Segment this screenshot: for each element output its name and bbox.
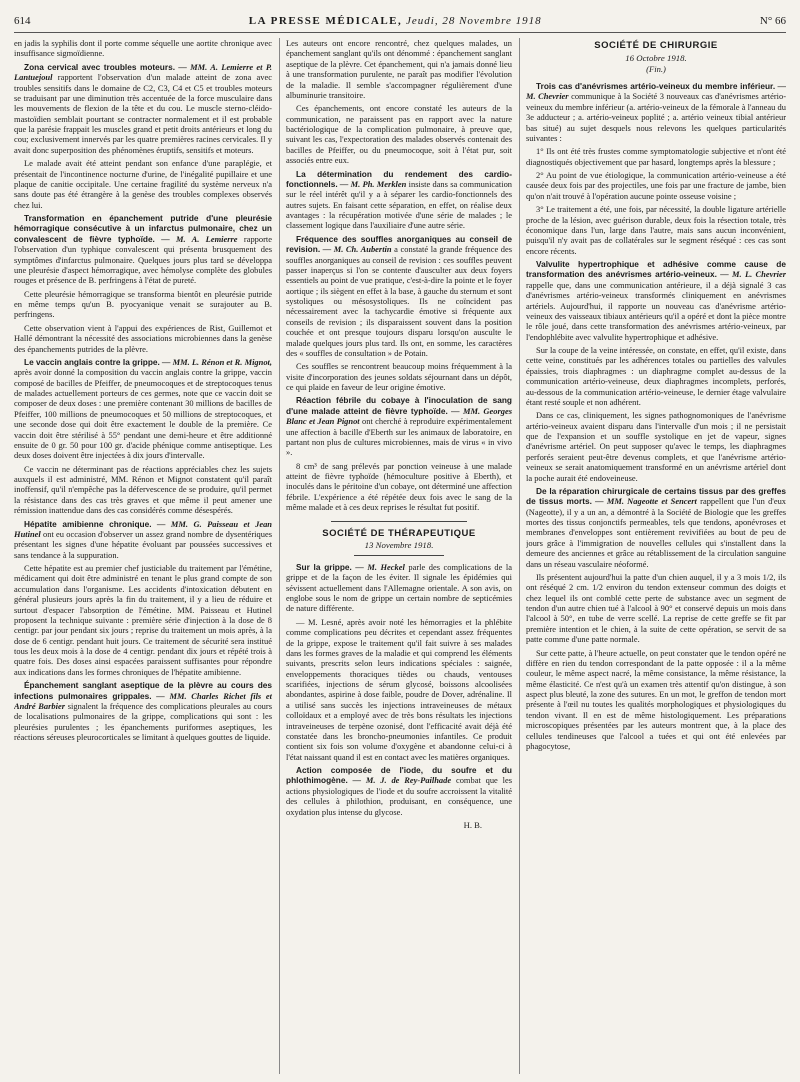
paragraph: Ils présentent aujourd'hui la patte d'un chien auquel, il y a 3 mois 1/2, ils ont réséqué 2 cm. 1/2 environ du tendon extenseur commun des doigts et chez lequel ils ont comblé cette perte de substance avec un segment de tendon d'un autre chien tué à l'alcool à 90° et conservé depuis un mois dans l'alcool à 50°, en tube de verre scellé. La reprise de cette greffe se fit par première intention et le chien, à la suite de cette opération, se servit de sa patte comme d'une patte normale. [526, 571, 786, 645]
article-authors: — M. L. Chevrier [720, 269, 786, 280]
section-date: 16 Octobre 1918. [625, 52, 687, 63]
article-hepatite [14, 519, 272, 561]
section-title: SOCIÉTÉ DE CHIRURGIE [594, 40, 718, 51]
article-title: La détermination du rendement des cardio-fonctionnels. [286, 168, 512, 189]
paragraph: Ces souffles se rencontrent beaucoup moins fréquemment à la visite d'incorporation des jeunes soldats séjournant dans un dépôt, ce qui plaide en faveur de leur origine émotive. [286, 361, 512, 392]
article-authors: — MM. L. Rénon et R. Mignot, [162, 356, 272, 367]
signature: H. B. [463, 819, 482, 830]
article-vaccin [14, 357, 272, 461]
article-text: a constaté la grande fréquence des souffles anorganiques au conseil de revision : ces souffles peuvent passer inaperçus si l'on se contente d'ausculter aux deux foyers essentiels au point de vue pratique, c'est-à-dire la pointe et le foyer aortique ; ils siègent en effet à la base, à gauche du sternum et sont systoliques ou mésosystoliques. Ils ne coïncident pas nécessairement avec la tachycardie émotive si fréquente aux conseils de revision ; ils disparaissent souvent dans la position couchée et ont presque toujours disparu lorsqu'on ausculte le malade quelques jours plus tard. Ils ont, en somme, les caractères des « souffles de consultation » de Potain. [286, 244, 512, 358]
article-title: Hépatite amibienne chronique. [24, 518, 152, 529]
article-title: Zona cervical avec troubles moteurs. [24, 61, 175, 72]
paragraph: 2° Au point de vue étiologique, la communication artério-veineuse a été causée deux fois par des projectiles, une fois par une fracture de jambe, bien qu'on n'ait trouvé à l'opération aucune pointe osseuse voisine ; [526, 170, 786, 201]
paragraph: 3° Le traitement a été, une fois, par nécessité, la double ligature artérielle proche de la lésion, avec guérison durable, deux fois la résection totale, très économique dans l'un, large dans l'autre, mais sans aucun inconvénient, puisqu'il n'y avait pas de collatérales sur le segment réséqué : ces cas sont encore récents. [526, 204, 786, 256]
article-authors: — M. Ph. Merklen [339, 178, 407, 189]
article-valvulite [526, 259, 786, 342]
article-authors: — M. Ch. Aubertin [322, 244, 392, 255]
article-authors: — M. A. Lemierre [161, 233, 238, 244]
article-text: rapportent l'observation d'un malade atteint de zona avec troubles sensitifs dans le domaine de C2, C3, C4 et C5 et troubles moteurs se traduisant par une diminution très accentuée de la force musculaire dans les mouvements de flexion de la tête et du cou. Le muscle sterno-cléido-mastoïdien semblait pourtant se contracter normalement et il est probable que la parésie frappait les muscles grand et petit droits antérieurs et long du cou; exclusivement innervés par les quatre premières racines cervicales. Il y avait donc superposition des phénomènes éruptifs, sensitifs et moteurs. [14, 72, 272, 155]
article-text: combat que les actions physiologiques de l'iode et du soufre accroissent la vitalité des cellules à philothion, produisant, en conséquence, une oxydation plus intense du glycose. [286, 775, 512, 817]
paragraph: Cette pleurésie hémorragique se transforma bientôt en pleurésie putride en même temps qu'un B. pyocyanique venait se surajouter au B. perfringens. [14, 288, 272, 320]
article-authors: — MM. Georges Blanc et Jean Pignot [286, 405, 512, 427]
article-zona [14, 62, 272, 155]
article-text: ont cherché à reproduire expérimentalement une affection à bacille d'Eberth sur les animaux de laboratoire, en partant non plus de cultures microbiennes, mais de virus « in vivo ». [286, 416, 512, 458]
article-souffles [286, 234, 512, 359]
article-authors: — M. Heckel [355, 561, 405, 572]
article-authors: — MM. Nageotte et Sencert [595, 496, 697, 507]
paragraph: 8 cm³ de sang prélevés par ponction veineuse à une malade atteint de fièvre typhoïde (hémoculture positive à Eberth), et inoculés dans le péritoine d'un cobaye, ont déterminé une affection fébrile. L'expérience a été répétée deux fois avec le sang de la même malade et à ces deux reprises le résultat fut positif. [286, 460, 512, 513]
article-title: Valvulite hypertrophique et adhésive comme cause de transformation des anévrismes artério-veineux. [526, 259, 786, 280]
article-cobaye [286, 395, 512, 457]
paragraph: — M. Lesné, après avoir noté les hémorragies et la phlébite comme complications peu décrites et cependant assez fréquentes de la grippe, expose le traitement qu'il fait suivre à ses malades dans les formes graves de la maladie et qui comprend les éléments suivants, prescrits selon leurs indications spéciales : saignée, enveloppements thoraciques tièdes ou chauds, ventouses scarifiées, injections de sérum glycosé, boissons alcoolisées abondantes, aspirine à dose faible, poudre de Dover, adrénaline. Il a utilisé sans succès les injections intraveineuses de métaux colloïdaux et a employé avec de très bons résultats les injections intraveineuses de terpène ozonisé, dont l'efficacité avait déjà été constatée dans les broncho-pneumonies infantiles. Ce produit contient six fois son volume d'oxygène et abandonne celui-ci à l'état naissant quand il est en contact avec les matières organiques. [286, 616, 512, 762]
column-divider [519, 38, 520, 1074]
article-iode [286, 765, 512, 817]
paragraph: Les auteurs ont encore rencontré, chez quelques malades, un épanchement sanglant qu'ils ont dénommé : épanchement sanglant aseptique de la plèvre. Cet épanchement, qui n'a jamais donné lieu à une transformation purulente, ne paraît pas modifier l'évolution de la maladie. Il semble s'accompagner régulièrement d'une albuminurie transitoire. [286, 38, 512, 100]
section-title: SOCIÉTÉ DE THÉRAPEUTIQUE [322, 527, 476, 539]
issue-date: Jeudi, 28 Novembre 1918 [406, 15, 542, 27]
article-text: après avoir donné la composition du vaccin anglais contre la grippe, vaccin composé de bacilles de Pfeiffer, de pneumocoques et de streptocoques tenus de malades actuellement porteurs de ces germes, note que ce vaccin doit se composer de deux doses : une première contenant 30 millions de bacilles de Pfeiffer, 100 millions de pneumocoques et 50 millions de streptocoques, et une seconde dose qui doit être exactement le double de la première. Ce vaccin doit être stérilisé à 55° pendant une demi-heure et être additionné ensuite de 0 gr. 50 pour 100 gr. d'acide phénique comme antiseptique. Les deux doses doivent être injectées à dix jours d'intervalle. [14, 367, 272, 461]
article-authors: — MM. A. Lemierre et P. Lantuejoul [14, 61, 272, 83]
article-authors: — MM. G. Paisseau et Jean Hutinel [14, 518, 272, 539]
article-title: Le vaccin anglais contre la grippe. [24, 356, 160, 367]
section-subtitle: (Fin.) [646, 64, 666, 75]
article-text: rappelle que, dans une communication antérieure, il a déjà signalé 3 cas d'anévrismes artério-veineux transformés cliniquement en anévrismes artériels. Aujourd'hui, il rapporte un nouveau cas d'anévrisme artério-veineux des vaisseaux tibiaux antérieurs qu'il a opéré et dont la pièce montre le rôle joué, dans cette transformation des anévrismes artério-veineux, par l'endophlébite avec valvulite hypertrophique et adhésive. [526, 279, 786, 342]
article-authors: — M. Chevrier [526, 81, 786, 102]
article-authors: — M. J. de Rey-Pailhade [352, 775, 452, 786]
column-right [526, 38, 786, 1074]
article-title: Réaction fébrile du cobaye à l'inoculation de sang d'une malade atteint de fièvre typhoïde. [286, 395, 512, 416]
article-text: insiste dans sa communication sur le réel intérêt qu'il y a à séparer les cardio-fonctionnels des autres sujets. En faisant cette séparation, en effet, on réalise deux avantages : la récupération motivée d'une série de malades ; le classement logique dans l'auxiliaire d'une autre série. [286, 178, 512, 231]
column-left [14, 38, 272, 1074]
paragraph: Sur cette patte, à l'heure actuelle, on peut constater que le tendon opéré ne diffère en rien du tendon correspondant de la patte opposée : il a la même couleur, le même aspect nacré, la même consistance, la même résistance, la même élasticité. Ce n'est qu'à un examen très attentif qu'on distingue, à son aspect plus bleuté, la zone des sutures. En un mot, le greffon de tendon mort présente à l'œil nu toutes les qualités morphologiques et physiologiques du tendon vivant. Il en est de même histologiquement. Les préparations microscopiques présentées par les auteurs montrent que, à la place des cellules tendineuses que l'alcool a tuées et qui ont été enlevées par phagocytose, [526, 647, 786, 751]
article-anevrismes [526, 81, 786, 143]
journal-title [249, 15, 542, 27]
page-number: 614 [14, 15, 31, 27]
section-date: 13 Novembre 1918. [364, 540, 434, 551]
paragraph: 1° Ils ont été très frustes comme symptomatologie subjective et n'ont été diagnostiqués objectivement que par hasard, longtemps après la blessure ; [526, 146, 786, 167]
article-title: Épanchement sanglant aseptique de la plèvre au cours des infections pulmonaires grippales. [14, 680, 272, 701]
paragraph: Ce vaccin ne déterminant pas de réactions appréciables chez les sujets auxquels il est administré, MM. Rénon et Mignot constatent qu'il paraît inoffensif, qu'il n'empêche pas la défervescence de se produire, qu'il permet la résistance dans des cas très graves et que même il peut amener une rémission inattendue dans des cas considérés comme désespérés. [14, 463, 272, 516]
section-divider [331, 521, 467, 522]
article-greffes [526, 486, 786, 569]
paragraph: Sur la coupe de la veine intéressée, on constate, en effet, qu'il existe, dans cette veine, constitués par les adhérences totales ou partielles des valvules épaissies, trois diaphragmes : un diaphragme complet au-dessus de la communication artério-veineuse, deux diaphragmes incomplets, perforés, au-dessous de la communication artério-veineuse, le dernier étage valvulaire étant resté souple et non adhérent. [526, 345, 786, 407]
paragraph: Le malade avait été atteint pendant son enfance d'une paraplégie, et présentait de l'incontinence nocturne d'urine, de l'inégalité pupillaire et une plaque de canitie occipitale. Une certaine fragilité du système nerveux n'a sans doute pas été étrangère à la genèse des troubles complexes observés chez lui. [14, 158, 272, 210]
paragraph: Ces épanchements, ont encore constaté les auteurs de la communication, ne paraissent pas en rapport avec la nature bactériologique de la complication pulmonaire, à preuve que, suivant les cas, l'expectoration des malades observés contenait des bacilles de Pfeiffer, ou du pneumocoque, soit à l'état pur, soit associés entre eux. [286, 103, 512, 166]
article-title: Sur la grippe. [296, 561, 352, 572]
paragraph: Cette hépatite est au premier chef justiciable du traitement par l'émétine, médicament qui doit être administré en tenant le plus grand compte de son accumulation dans l'organisme. Les accidents d'intoxication débutent en général plusieurs jours après la fin du traitement, il y a lieu de réduire et surtout d'espacer l'absorption de l'émétine. MM. Paisseau et Hutinel proposent la technique suivante : première série d'injection à la dose de 8 centigr. par jour pendant six jours ; reprise du traitement un mois après, à la dose de 6 centigr. pendant huit jours. Ce traitement de sécurité sera institué tous les deux mois à la dose de 4 centigr. pendant dix jours et répété trois à quatre fois. Des doses ainsi espacées paraissent suffisantes pour répondre aux indications dans les formes chroniques de l'hépatite amibienne. [14, 563, 272, 677]
section-divider [354, 555, 444, 556]
article-cardio [286, 169, 512, 231]
article-authors: — MM. Charles Richet fils et André Barbier [14, 690, 272, 711]
article-title: Action composée de l'iode, du soufre et du phlothimogène. [286, 765, 512, 786]
article-title: Transformation en épanchement putride d'une pleurésie hémorragique consécutive à un infarctus pulmonaire, chez un convalescent de fièvre typhoïde. [14, 213, 272, 244]
article-text: ont eu occasion d'observer un assez grand nombre de dysentériques présentant les signes d'une hépatite évoluant par poussées successives et sans tendance à la suppuration. [14, 528, 272, 560]
paragraph: en jadis la syphilis dont il porte comme séquelle une aortite chronique avec insuffisance sigmoïdienne. [14, 38, 272, 59]
article-pleuresie [14, 213, 272, 286]
article-text: rapporte l'observation d'un typhique convalescent qui présenta brusquement des symptômes d'infarctus pulmonaire. Quelques jours plus tard se développa une pleurésie d'aspect hémorragique, avec hémolyse complète des globules rouges et présence de B. perfringens à l'état de pureté. [14, 233, 272, 286]
page-header [14, 10, 786, 33]
article-epanchement [14, 680, 272, 742]
article-title: Trois cas d'anévrismes artério-veineux du membre inférieur. [536, 81, 776, 91]
issue-number: N° 66 [759, 15, 786, 27]
article-title: De la réparation chirurgicale de certains tissus par des greffes de tissus morts. [526, 485, 786, 507]
column-middle [286, 38, 512, 1074]
journal-name: LA PRESSE MÉDICALE, [248, 15, 403, 27]
paragraph: Cette observation vient à l'appui des expériences de Rist, Guillemot et Hallé démontrant la nécessité des associations microbiennes dans la genèse des épanchements putrides de la plèvre. [14, 322, 272, 354]
article-grippe [286, 562, 512, 614]
article-text: communique à la Société 3 nouveaux cas d'anévrismes artério-veineux du membre inférieur (a. artério-veineux de la fémorale à l'anneau du 3e adducteur ; a. artério-veineux poplité ; a. artério veineux tibial antérieur bas situé) au sujet desquels nous relevons les quelques particularités suivantes : [526, 91, 786, 143]
column-divider [279, 38, 280, 1074]
article-title: Fréquence des souffles anorganiques au conseil de revision. [286, 233, 512, 255]
article-text: rappellent que l'un d'eux (Nageotte), il y a un an, a démontré à la Société de Biologie que les greffes mortes des tissus conjonctifs permeables, tels que tendons, aponévroses et membranes d'enveloppes sont entièrement revivifiées au bout de peu de jours grâce à l'immigration de nouvelles cellules qui s'installent dans la demeure des anciennes et grâce au rétablissement de la circulation sanguine dans un réseau vasculaire néoformé. [526, 496, 786, 569]
paragraph: Dans ce cas, cliniquement, les signes pathognomoniques de l'anévrisme artério-veineux avaient disparu dans l'intervalle d'un mois ; il ne persistait que de l'expansion et un souffle systolique en jet de vapeur, signes d'anévrisme artériel. On peut supposer qu'avec le temps, les diaphragmes perforés seraient peut-être devenus complets, et que l'anévrisme artério-veineux se serait anatomiquement transformé en un anévrisme artériel dont la poche aurait été endoveineuse. [526, 410, 786, 483]
article-text: parle des complications de la grippe et de la façon de les éviter. Il signale les épidémies qui sévissent actuellement dans l'Allemagne orientale. A son avis, on englobe sous le nom de grippe un certain nombre de septicémies de nature différente. [286, 561, 512, 614]
article-text: signalent la fréquence des complications pleurales au cours de localisations pulmonaires de la grippe, complications qui sont : les pleurésies purulentes ; les épanchements puriformes aseptiques, les réactions séreuses pleurocorticales se limitant à quelques gouttes de liquide. [14, 700, 272, 742]
